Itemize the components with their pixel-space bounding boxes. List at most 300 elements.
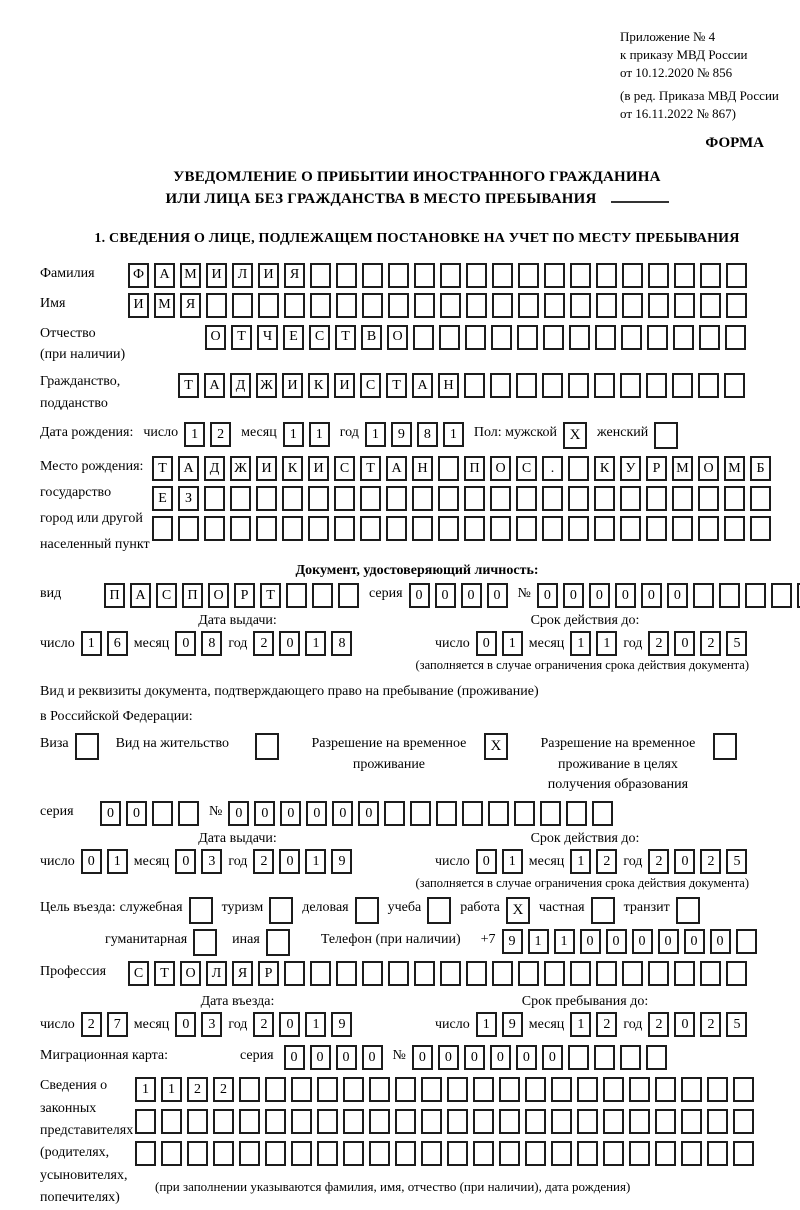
char-box[interactable]	[255, 733, 279, 760]
char-box[interactable]	[620, 516, 641, 541]
char-box[interactable]	[620, 1045, 641, 1070]
char-box[interactable]	[286, 583, 307, 608]
char-box[interactable]	[700, 961, 721, 986]
char-box[interactable]	[594, 1045, 615, 1070]
char-box[interactable]: 0	[100, 801, 121, 826]
char-box[interactable]	[542, 373, 563, 398]
identity-issue-day[interactable]	[81, 631, 128, 656]
char-box[interactable]: 1	[305, 631, 326, 656]
char-box[interactable]: А	[154, 263, 175, 288]
char-box[interactable]: 0	[126, 801, 147, 826]
char-box[interactable]	[577, 1109, 598, 1134]
char-box[interactable]	[336, 263, 357, 288]
char-box[interactable]	[230, 516, 251, 541]
char-box[interactable]: М	[154, 293, 175, 318]
identity-valid-year[interactable]	[648, 631, 747, 656]
char-box[interactable]: 0	[516, 1045, 537, 1070]
char-box[interactable]: 2	[253, 1012, 274, 1037]
char-box[interactable]: 9	[331, 849, 352, 874]
char-box[interactable]	[713, 733, 737, 760]
doc-number-boxes[interactable]	[537, 583, 800, 608]
profession-boxes[interactable]	[128, 961, 747, 986]
char-box[interactable]	[492, 263, 513, 288]
char-box[interactable]: 2	[187, 1077, 208, 1102]
char-box[interactable]: Т	[231, 325, 252, 350]
entry-month[interactable]	[175, 1012, 222, 1037]
char-box[interactable]: С	[128, 961, 149, 986]
char-box[interactable]	[726, 961, 747, 986]
char-box[interactable]	[525, 1109, 546, 1134]
char-box[interactable]	[414, 263, 435, 288]
char-box[interactable]	[421, 1109, 442, 1134]
char-box[interactable]: Я	[180, 293, 201, 318]
residence-issue-year[interactable]	[253, 849, 352, 874]
char-box[interactable]	[284, 961, 305, 986]
char-box[interactable]	[360, 486, 381, 511]
char-box[interactable]	[362, 293, 383, 318]
char-box[interactable]: 0	[438, 1045, 459, 1070]
residence-permit-checkbox[interactable]	[255, 733, 279, 760]
char-box[interactable]: Ж	[230, 456, 251, 481]
char-box[interactable]: 0	[461, 583, 482, 608]
char-box[interactable]	[570, 961, 591, 986]
patronymic-boxes[interactable]	[205, 325, 746, 350]
char-box[interactable]	[736, 929, 757, 954]
char-box[interactable]	[466, 961, 487, 986]
char-box[interactable]	[595, 325, 616, 350]
char-box[interactable]	[655, 1077, 676, 1102]
char-box[interactable]: 1	[443, 422, 464, 447]
char-box[interactable]: 0	[412, 1045, 433, 1070]
char-box[interactable]	[570, 263, 591, 288]
char-box[interactable]	[648, 961, 669, 986]
char-box[interactable]: 0	[409, 583, 430, 608]
char-box[interactable]	[672, 373, 693, 398]
char-box[interactable]	[596, 263, 617, 288]
char-box[interactable]	[518, 961, 539, 986]
char-box[interactable]: 0	[254, 801, 275, 826]
char-box[interactable]	[516, 486, 537, 511]
char-box[interactable]: С	[156, 583, 177, 608]
char-box[interactable]	[269, 897, 293, 924]
char-box[interactable]: 1	[107, 849, 128, 874]
identity-valid-day[interactable]	[476, 631, 523, 656]
char-box[interactable]	[362, 263, 383, 288]
residence-number-boxes[interactable]	[228, 801, 613, 826]
char-box[interactable]: М	[180, 263, 201, 288]
char-box[interactable]: 0	[667, 583, 688, 608]
char-box[interactable]	[673, 325, 694, 350]
char-box[interactable]: 2	[648, 631, 669, 656]
char-box[interactable]: 0	[658, 929, 679, 954]
char-box[interactable]	[570, 293, 591, 318]
char-box[interactable]	[230, 486, 251, 511]
char-box[interactable]: 0	[336, 1045, 357, 1070]
char-box[interactable]: Т	[386, 373, 407, 398]
char-box[interactable]	[343, 1109, 364, 1134]
char-box[interactable]	[360, 516, 381, 541]
char-box[interactable]	[525, 1077, 546, 1102]
char-box[interactable]: 9	[502, 929, 523, 954]
char-box[interactable]: 1	[502, 849, 523, 874]
char-box[interactable]: О	[180, 961, 201, 986]
char-box[interactable]: 2	[81, 1012, 102, 1037]
char-box[interactable]	[438, 516, 459, 541]
char-box[interactable]: 2	[648, 849, 669, 874]
char-box[interactable]: 0	[435, 583, 456, 608]
char-box[interactable]	[395, 1109, 416, 1134]
char-box[interactable]	[655, 1109, 676, 1134]
char-box[interactable]	[388, 263, 409, 288]
char-box[interactable]	[516, 373, 537, 398]
char-box[interactable]	[282, 486, 303, 511]
char-box[interactable]	[232, 293, 253, 318]
char-box[interactable]: 0	[81, 849, 102, 874]
char-box[interactable]: Н	[412, 456, 433, 481]
char-box[interactable]	[724, 516, 745, 541]
char-box[interactable]: К	[308, 373, 329, 398]
char-box[interactable]	[577, 1077, 598, 1102]
char-box[interactable]	[681, 1109, 702, 1134]
char-box[interactable]	[414, 293, 435, 318]
residence-valid-month[interactable]	[570, 849, 617, 874]
char-box[interactable]	[258, 293, 279, 318]
char-box[interactable]	[488, 801, 509, 826]
char-box[interactable]: 0	[175, 631, 196, 656]
char-box[interactable]	[75, 733, 99, 760]
char-box[interactable]: 0	[279, 1012, 300, 1037]
char-box[interactable]: Л	[206, 961, 227, 986]
char-box[interactable]	[189, 897, 213, 924]
char-box[interactable]	[388, 961, 409, 986]
doc-series-boxes[interactable]	[409, 583, 508, 608]
char-box[interactable]	[672, 486, 693, 511]
char-box[interactable]	[256, 486, 277, 511]
char-box[interactable]: С	[334, 456, 355, 481]
stay-day[interactable]	[476, 1012, 523, 1037]
char-box[interactable]	[594, 516, 615, 541]
char-box[interactable]	[492, 293, 513, 318]
char-box[interactable]	[592, 801, 613, 826]
char-box[interactable]	[440, 263, 461, 288]
char-box[interactable]	[499, 1109, 520, 1134]
char-box[interactable]: 0	[284, 1045, 305, 1070]
char-box[interactable]	[745, 583, 766, 608]
char-box[interactable]	[447, 1077, 468, 1102]
residence-valid-year[interactable]	[648, 849, 747, 874]
char-box[interactable]	[646, 1045, 667, 1070]
phone-boxes[interactable]	[502, 929, 757, 954]
char-box[interactable]	[395, 1077, 416, 1102]
char-box[interactable]	[187, 1109, 208, 1134]
birth-year-boxes[interactable]	[365, 422, 464, 447]
char-box[interactable]: О	[490, 456, 511, 481]
male-checkbox[interactable]	[563, 422, 587, 449]
char-box[interactable]	[542, 486, 563, 511]
representatives-row2-boxes[interactable]	[135, 1109, 754, 1134]
char-box[interactable]	[473, 1109, 494, 1134]
char-box[interactable]: Е	[152, 486, 173, 511]
char-box[interactable]	[647, 325, 668, 350]
char-box[interactable]	[135, 1109, 156, 1134]
tourism-checkbox[interactable]	[269, 897, 293, 924]
char-box[interactable]	[386, 486, 407, 511]
char-box[interactable]	[336, 293, 357, 318]
char-box[interactable]	[204, 516, 225, 541]
char-box[interactable]: 0	[362, 1045, 383, 1070]
char-box[interactable]: 0	[175, 1012, 196, 1037]
char-box[interactable]: 0	[710, 929, 731, 954]
char-box[interactable]	[193, 929, 217, 956]
study-checkbox[interactable]	[427, 897, 451, 924]
char-box[interactable]: С	[309, 325, 330, 350]
char-box[interactable]: .	[542, 456, 563, 481]
char-box[interactable]: 6	[107, 631, 128, 656]
char-box[interactable]	[620, 373, 641, 398]
char-box[interactable]: 1	[184, 422, 205, 447]
char-box[interactable]: 0	[589, 583, 610, 608]
char-box[interactable]: 0	[674, 849, 695, 874]
char-box[interactable]: 1	[476, 1012, 497, 1037]
birthplace-row3-boxes[interactable]	[152, 516, 771, 541]
char-box[interactable]	[178, 516, 199, 541]
char-box[interactable]: А	[204, 373, 225, 398]
business-trip-checkbox[interactable]	[189, 897, 213, 924]
char-box[interactable]: О	[208, 583, 229, 608]
char-box[interactable]	[334, 486, 355, 511]
char-box[interactable]	[648, 293, 669, 318]
char-box[interactable]	[750, 486, 771, 511]
char-box[interactable]: Ж	[256, 373, 277, 398]
char-box[interactable]: О	[387, 325, 408, 350]
char-box[interactable]: Д	[204, 456, 225, 481]
char-box[interactable]: З	[178, 486, 199, 511]
char-box[interactable]	[648, 263, 669, 288]
char-box[interactable]: И	[308, 456, 329, 481]
char-box[interactable]	[771, 583, 792, 608]
char-box[interactable]	[596, 961, 617, 986]
char-box[interactable]: С	[360, 373, 381, 398]
char-box[interactable]	[568, 486, 589, 511]
char-box[interactable]: А	[412, 373, 433, 398]
char-box[interactable]: 0	[476, 631, 497, 656]
char-box[interactable]: 1	[528, 929, 549, 954]
char-box[interactable]: Я	[284, 263, 305, 288]
char-box[interactable]	[464, 486, 485, 511]
char-box[interactable]: 2	[596, 1012, 617, 1037]
char-box[interactable]: Т	[360, 456, 381, 481]
char-box[interactable]	[566, 801, 587, 826]
char-box[interactable]	[646, 373, 667, 398]
citizenship-boxes[interactable]	[178, 373, 745, 398]
char-box[interactable]	[551, 1077, 572, 1102]
char-box[interactable]: 2	[253, 849, 274, 874]
identity-issue-year[interactable]	[253, 631, 352, 656]
char-box[interactable]	[464, 516, 485, 541]
char-box[interactable]	[152, 801, 173, 826]
char-box[interactable]: 0	[542, 1045, 563, 1070]
char-box[interactable]	[213, 1109, 234, 1134]
char-box[interactable]: 1	[305, 1012, 326, 1037]
char-box[interactable]	[436, 801, 457, 826]
char-box[interactable]	[517, 325, 538, 350]
char-box[interactable]: 0	[632, 929, 653, 954]
char-box[interactable]: А	[386, 456, 407, 481]
char-box[interactable]: 0	[476, 849, 497, 874]
char-box[interactable]	[622, 293, 643, 318]
char-box[interactable]: А	[178, 456, 199, 481]
char-box[interactable]: 0	[464, 1045, 485, 1070]
char-box[interactable]: Ф	[128, 263, 149, 288]
char-box[interactable]: П	[182, 583, 203, 608]
char-box[interactable]: О	[698, 456, 719, 481]
char-box[interactable]: 1	[305, 849, 326, 874]
char-box[interactable]: М	[724, 456, 745, 481]
char-box[interactable]	[334, 516, 355, 541]
char-box[interactable]	[724, 373, 745, 398]
char-box[interactable]: 0	[674, 631, 695, 656]
char-box[interactable]	[698, 516, 719, 541]
char-box[interactable]: 0	[175, 849, 196, 874]
char-box[interactable]: 2	[700, 849, 721, 874]
char-box[interactable]: 2	[210, 422, 231, 447]
char-box[interactable]: 0	[280, 801, 301, 826]
name-boxes[interactable]	[128, 293, 747, 318]
transit-checkbox[interactable]	[676, 897, 700, 924]
entry-year[interactable]	[253, 1012, 352, 1037]
char-box[interactable]: 0	[674, 1012, 695, 1037]
char-box[interactable]	[654, 422, 678, 449]
char-box[interactable]: Л	[232, 263, 253, 288]
char-box[interactable]	[674, 961, 695, 986]
char-box[interactable]: Ч	[257, 325, 278, 350]
char-box[interactable]: Р	[234, 583, 255, 608]
char-box[interactable]	[568, 516, 589, 541]
char-box[interactable]: И	[258, 263, 279, 288]
char-box[interactable]: С	[516, 456, 537, 481]
char-box[interactable]	[388, 293, 409, 318]
char-box[interactable]	[603, 1077, 624, 1102]
char-box[interactable]	[674, 293, 695, 318]
char-box[interactable]	[596, 293, 617, 318]
char-box[interactable]	[622, 961, 643, 986]
char-box[interactable]	[291, 1109, 312, 1134]
char-box[interactable]	[569, 325, 590, 350]
char-box[interactable]	[629, 1109, 650, 1134]
char-box[interactable]	[440, 961, 461, 986]
char-box[interactable]: 9	[331, 1012, 352, 1037]
char-box[interactable]: 0	[580, 929, 601, 954]
char-box[interactable]	[540, 801, 561, 826]
char-box[interactable]: Д	[230, 373, 251, 398]
char-box[interactable]	[310, 263, 331, 288]
char-box[interactable]: 0	[358, 801, 379, 826]
char-box[interactable]	[518, 263, 539, 288]
char-box[interactable]	[239, 1077, 260, 1102]
char-box[interactable]	[308, 516, 329, 541]
char-box[interactable]	[603, 1109, 624, 1134]
char-box[interactable]: Е	[283, 325, 304, 350]
char-box[interactable]	[693, 583, 714, 608]
residence-issue-month[interactable]	[175, 849, 222, 874]
char-box[interactable]	[317, 1109, 338, 1134]
char-box[interactable]	[544, 961, 565, 986]
char-box[interactable]: 0	[279, 849, 300, 874]
char-box[interactable]	[707, 1109, 728, 1134]
char-box[interactable]: И	[334, 373, 355, 398]
char-box[interactable]: 0	[332, 801, 353, 826]
char-box[interactable]	[629, 1077, 650, 1102]
identity-issue-month[interactable]	[175, 631, 222, 656]
migration-series-boxes[interactable]	[284, 1045, 383, 1070]
char-box[interactable]: X	[484, 733, 508, 760]
char-box[interactable]	[568, 456, 589, 481]
char-box[interactable]	[439, 325, 460, 350]
char-box[interactable]	[310, 961, 331, 986]
char-box[interactable]	[700, 263, 721, 288]
char-box[interactable]	[465, 325, 486, 350]
char-box[interactable]: Н	[438, 373, 459, 398]
char-box[interactable]: 1	[283, 422, 304, 447]
char-box[interactable]: Т	[178, 373, 199, 398]
char-box[interactable]: 0	[684, 929, 705, 954]
char-box[interactable]	[466, 293, 487, 318]
residence-issue-day[interactable]	[81, 849, 128, 874]
char-box[interactable]	[700, 293, 721, 318]
char-box[interactable]	[362, 961, 383, 986]
char-box[interactable]	[178, 801, 199, 826]
char-box[interactable]	[719, 583, 740, 608]
char-box[interactable]	[544, 293, 565, 318]
char-box[interactable]: 0	[279, 631, 300, 656]
char-box[interactable]	[265, 1077, 286, 1102]
char-box[interactable]	[206, 293, 227, 318]
char-box[interactable]	[568, 1045, 589, 1070]
char-box[interactable]	[410, 801, 431, 826]
char-box[interactable]	[646, 486, 667, 511]
char-box[interactable]	[256, 516, 277, 541]
char-box[interactable]: 0	[490, 1045, 511, 1070]
char-box[interactable]	[427, 897, 451, 924]
char-box[interactable]: 2	[700, 631, 721, 656]
char-box[interactable]: 1	[554, 929, 575, 954]
char-box[interactable]: 1	[365, 422, 386, 447]
char-box[interactable]	[568, 373, 589, 398]
char-box[interactable]: 3	[201, 849, 222, 874]
char-box[interactable]: 2	[648, 1012, 669, 1037]
char-box[interactable]	[447, 1109, 468, 1134]
char-box[interactable]: 5	[726, 849, 747, 874]
char-box[interactable]	[282, 516, 303, 541]
char-box[interactable]	[699, 325, 720, 350]
char-box[interactable]	[672, 516, 693, 541]
identity-valid-month[interactable]	[570, 631, 617, 656]
residence-series-boxes[interactable]	[100, 801, 199, 826]
char-box[interactable]	[204, 486, 225, 511]
char-box[interactable]	[355, 897, 379, 924]
char-box[interactable]: 9	[391, 422, 412, 447]
birthplace-row2-boxes[interactable]	[152, 486, 771, 511]
char-box[interactable]	[386, 516, 407, 541]
char-box[interactable]: 1	[596, 631, 617, 656]
char-box[interactable]: X	[506, 897, 530, 924]
char-box[interactable]: 0	[537, 583, 558, 608]
char-box[interactable]	[384, 801, 405, 826]
char-box[interactable]	[681, 1077, 702, 1102]
char-box[interactable]	[622, 263, 643, 288]
char-box[interactable]	[369, 1077, 390, 1102]
char-box[interactable]	[543, 325, 564, 350]
